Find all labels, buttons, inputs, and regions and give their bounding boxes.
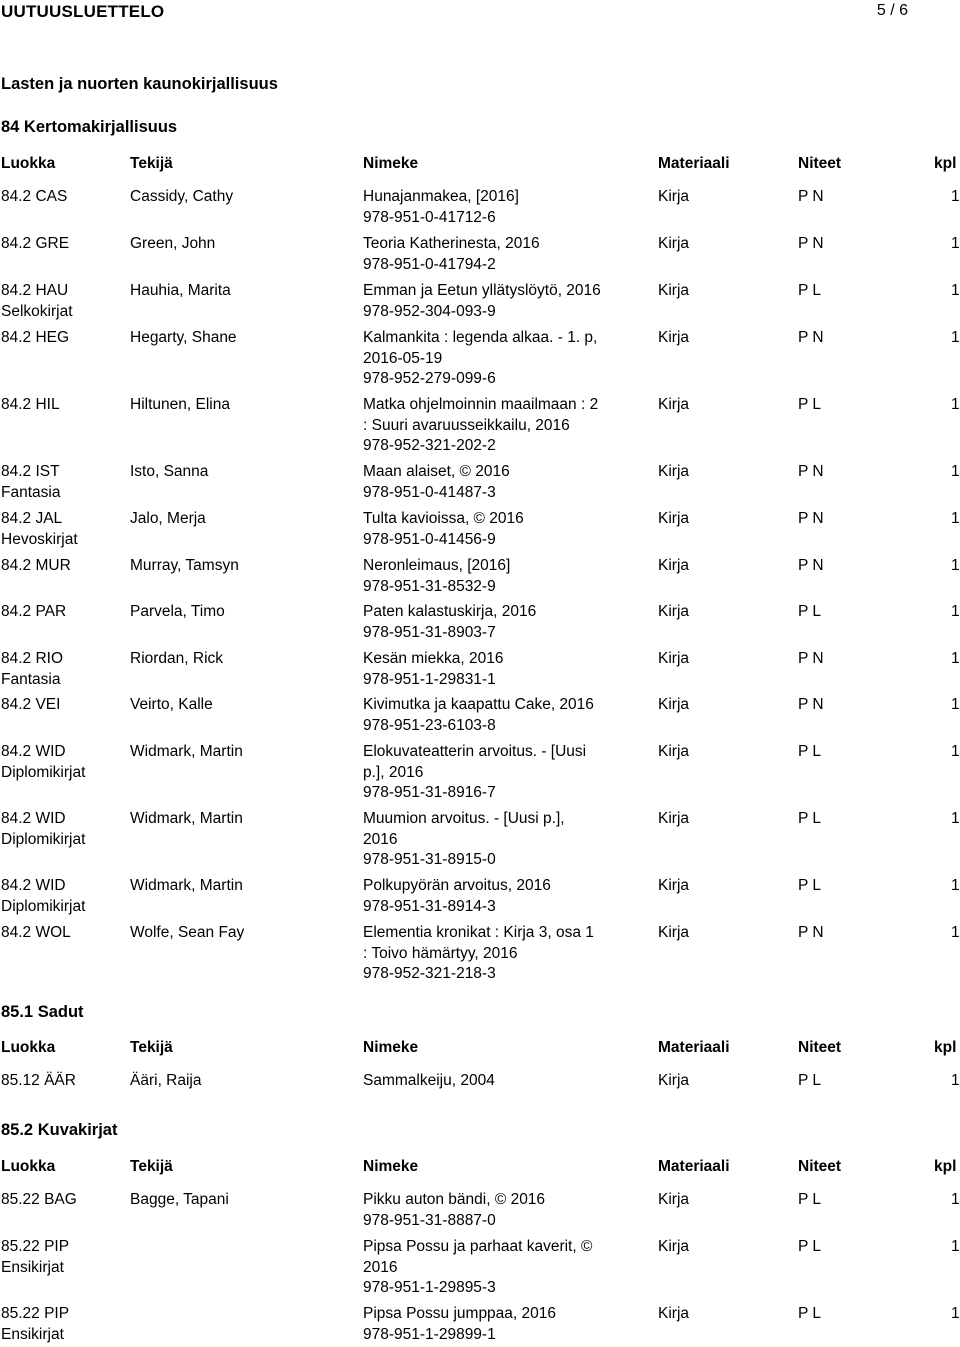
- title-line: Hunajanmakea, [2016]: [363, 188, 519, 205]
- isbn: 978-951-1-29895-3: [363, 1279, 496, 1296]
- class-code: 85.12 ÄÄR: [1, 1072, 76, 1089]
- material-type: Kirja: [658, 743, 690, 760]
- title-line: Neronleimaus, [2016]: [363, 557, 511, 574]
- isbn: 978-951-31-8914-3: [363, 897, 496, 915]
- class-code: 84.2 MUR: [1, 557, 71, 574]
- copies-location: P L: [798, 282, 821, 299]
- isbn: 978-951-1-29831-1: [363, 670, 496, 688]
- page-header: [0, 0, 960, 24]
- copies-location: P L: [798, 810, 821, 827]
- title-line: p.], 2016: [363, 763, 424, 781]
- copies-location: P L: [798, 877, 821, 894]
- copy-count: 1: [951, 557, 960, 574]
- genre-label: Hevoskirjat: [1, 530, 78, 548]
- copy-count: 1: [951, 188, 960, 205]
- title-line: Elokuvateatterin arvoitus. - [Uusi: [363, 743, 587, 760]
- copy-count: 1: [951, 743, 960, 760]
- title-line: Emman ja Eetun yllätyslöytö, 2016: [363, 282, 601, 299]
- isbn: 978-951-31-8915-0: [363, 851, 496, 868]
- copy-count: 1: [951, 696, 960, 713]
- isbn: 978-951-31-8532-9: [363, 577, 496, 595]
- copy-count: 1: [951, 1072, 960, 1089]
- material-type: Kirja: [658, 557, 690, 574]
- copies-location: P L: [798, 743, 821, 760]
- column-header-kpl: kpl: [934, 155, 957, 172]
- author: Green, John: [130, 235, 216, 252]
- material-type: Kirja: [658, 1238, 690, 1255]
- isbn: 978-951-1-29899-1: [363, 1325, 496, 1343]
- title-line: 2016: [363, 1258, 398, 1276]
- class-code: 84.2 WOL: [1, 924, 71, 941]
- author: Isto, Sanna: [130, 463, 209, 480]
- column-header-tekija: Tekijä: [130, 1039, 173, 1056]
- isbn: 978-951-0-41487-3: [363, 483, 496, 501]
- class-code: 84.2 HAU: [1, 282, 69, 299]
- genre-label: Ensikirjat: [1, 1325, 64, 1343]
- copy-count: 1: [951, 924, 960, 941]
- copy-count: 1: [951, 329, 960, 346]
- copies-location: P L: [798, 1238, 821, 1255]
- title-line: Maan alaiset, © 2016: [363, 463, 510, 480]
- material-type: Kirja: [658, 810, 690, 827]
- author: Hegarty, Shane: [130, 329, 237, 346]
- column-header-nimeke: Nimeke: [363, 155, 419, 172]
- copy-count: 1: [951, 810, 960, 827]
- class-code: 84.2 HEG: [1, 329, 70, 346]
- author: Hauhia, Marita: [130, 282, 231, 299]
- material-type: Kirja: [658, 924, 690, 941]
- title-line: : Suuri avaruusseikkailu, 2016: [363, 416, 570, 434]
- isbn: 978-951-23-6103-8: [363, 716, 496, 734]
- material-type: Kirja: [658, 329, 690, 346]
- material-type: Kirja: [658, 650, 690, 667]
- title-line: Polkupyörän arvoitus, 2016: [363, 877, 551, 894]
- copies-location: P N: [798, 463, 824, 480]
- material-type: Kirja: [658, 603, 690, 620]
- title-line: : Toivo hämärtyy, 2016: [363, 944, 518, 962]
- class-code: 84.2 VEI: [1, 696, 61, 713]
- section-title: 85.2 Kuvakirjat: [1, 1121, 118, 1139]
- title-line: Muumion arvoitus. - [Uusi p.],: [363, 810, 565, 827]
- genre-label: Diplomikirjat: [1, 897, 86, 915]
- copy-count: 1: [951, 510, 960, 527]
- page-number: 5 / 6: [876, 2, 908, 19]
- title-line: Pipsa Possu ja parhaat kaverit, ©: [363, 1238, 593, 1255]
- author: Widmark, Martin: [130, 810, 243, 827]
- material-type: Kirja: [658, 282, 690, 299]
- material-type: Kirja: [658, 396, 690, 413]
- section-title: 84 Kertomakirjallisuus: [1, 118, 178, 136]
- class-code: 84.2 WID: [1, 743, 66, 760]
- copy-count: 1: [951, 1238, 960, 1255]
- title-line: Pikku auton bändi, © 2016: [363, 1191, 546, 1208]
- section-title: 85.1 Sadut: [1, 1003, 84, 1021]
- genre-label: Fantasia: [1, 483, 61, 501]
- title-line: 2016-05-19: [363, 349, 443, 367]
- class-code: 84.2 JAL: [1, 510, 63, 527]
- class-code: 84.2 WID: [1, 877, 66, 894]
- material-type: Kirja: [658, 188, 690, 205]
- isbn: 978-951-31-8903-7: [363, 623, 496, 641]
- copies-location: P N: [798, 235, 824, 252]
- copies-location: P N: [798, 924, 824, 941]
- copies-location: P N: [798, 557, 824, 574]
- copies-location: P N: [798, 188, 824, 205]
- column-header-materiaali: Materiaali: [658, 1039, 730, 1056]
- isbn: 978-951-0-41456-9: [363, 530, 496, 548]
- class-code: 84.2 PAR: [1, 603, 67, 620]
- author: Bagge, Tapani: [130, 1191, 229, 1208]
- copy-count: 1: [951, 877, 960, 894]
- title-line: Matka ohjelmoinnin maailmaan : 2: [363, 396, 599, 413]
- genre-label: Fantasia: [1, 670, 61, 688]
- material-type: Kirja: [658, 1072, 690, 1089]
- class-code: 84.2 WID: [1, 810, 66, 827]
- title-line: Pipsa Possu jumppaa, 2016: [363, 1305, 557, 1322]
- copies-location: P L: [798, 603, 821, 620]
- isbn: 978-952-321-218-3: [363, 965, 496, 982]
- copies-location: P N: [798, 696, 824, 713]
- class-code: 84.2 GRE: [1, 235, 70, 252]
- copies-location: P L: [798, 1072, 821, 1089]
- copy-count: 1: [951, 463, 960, 480]
- copy-count: 1: [951, 235, 960, 252]
- author: Jalo, Merja: [130, 510, 206, 527]
- main-heading: Lasten ja nuorten kaunokirjallisuus: [1, 75, 278, 93]
- author: Cassidy, Cathy: [130, 188, 234, 205]
- material-type: Kirja: [658, 1191, 690, 1208]
- genre-label: Selkokirjat: [1, 302, 73, 320]
- copies-location: P N: [798, 510, 824, 527]
- class-code: 85.22 PIP: [1, 1305, 70, 1322]
- class-code: 84.2 CAS: [1, 188, 68, 205]
- document-title: UUTUUSLUETTELO: [1, 2, 165, 21]
- copy-count: 1: [951, 1305, 960, 1322]
- title-line: Paten kalastuskirja, 2016: [363, 603, 537, 620]
- author: Ääri, Raija: [130, 1072, 202, 1089]
- copies-location: P N: [798, 329, 824, 346]
- class-code: 85.22 PIP: [1, 1238, 70, 1255]
- column-header-nimeke: Nimeke: [363, 1158, 419, 1175]
- copies-location: P L: [798, 1191, 821, 1208]
- column-header-luokka: Luokka: [1, 155, 56, 172]
- column-header-luokka: Luokka: [1, 1158, 56, 1175]
- author: Murray, Tamsyn: [130, 557, 239, 574]
- isbn: 978-951-0-41794-2: [363, 255, 496, 273]
- column-header-tekija: Tekijä: [130, 1158, 173, 1175]
- copies-location: P L: [798, 396, 821, 413]
- class-code: 84.2 HIL: [1, 396, 60, 413]
- author: Riordan, Rick: [130, 650, 224, 667]
- title-line: Kalmankita : legenda alkaa. - 1. p,: [363, 329, 598, 346]
- author: Widmark, Martin: [130, 877, 243, 894]
- column-header-tekija: Tekijä: [130, 155, 173, 172]
- author: Wolfe, Sean Fay: [130, 924, 245, 941]
- copies-location: P L: [798, 1305, 821, 1322]
- genre-label: Diplomikirjat: [1, 830, 86, 848]
- genre-label: Ensikirjat: [1, 1258, 64, 1276]
- title-line: Kesän miekka, 2016: [363, 650, 504, 667]
- author: Widmark, Martin: [130, 743, 243, 760]
- author: Parvela, Timo: [130, 603, 225, 620]
- isbn: 978-951-0-41712-6: [363, 208, 496, 226]
- material-type: Kirja: [658, 696, 690, 713]
- copy-count: 1: [951, 282, 960, 299]
- column-header-nimeke: Nimeke: [363, 1039, 419, 1056]
- column-header-niteet: Niteet: [798, 155, 842, 172]
- isbn: 978-951-31-8887-0: [363, 1211, 496, 1229]
- material-type: Kirja: [658, 463, 690, 480]
- class-code: 84.2 RIO: [1, 650, 64, 667]
- author: Hiltunen, Elina: [130, 396, 230, 413]
- author: Veirto, Kalle: [130, 696, 213, 713]
- column-header-materiaali: Materiaali: [658, 1158, 730, 1175]
- isbn: 978-952-304-093-9: [363, 302, 496, 320]
- genre-label: Diplomikirjat: [1, 763, 86, 781]
- column-header-kpl: kpl: [934, 1039, 957, 1056]
- column-header-luokka: Luokka: [1, 1039, 56, 1056]
- column-header-niteet: Niteet: [798, 1039, 842, 1056]
- column-header-kpl: kpl: [934, 1158, 957, 1175]
- title-line: Sammalkeiju, 2004: [363, 1072, 495, 1089]
- title-line: 2016: [363, 830, 398, 848]
- material-type: Kirja: [658, 877, 690, 894]
- isbn: 978-952-321-202-2: [363, 437, 496, 454]
- class-code: 85.22 BAG: [1, 1191, 77, 1208]
- class-code: 84.2 IST: [1, 463, 60, 480]
- column-header-materiaali: Materiaali: [658, 155, 730, 172]
- column-header-niteet: Niteet: [798, 1158, 842, 1175]
- copies-location: P N: [798, 650, 824, 667]
- copy-count: 1: [951, 1191, 960, 1208]
- material-type: Kirja: [658, 1305, 690, 1322]
- copy-count: 1: [951, 396, 960, 413]
- isbn: 978-951-31-8916-7: [363, 784, 496, 801]
- title-line: Teoria Katherinesta, 2016: [363, 235, 540, 252]
- copy-count: 1: [951, 603, 960, 620]
- copy-count: 1: [951, 650, 960, 667]
- material-type: Kirja: [658, 510, 690, 527]
- isbn: 978-952-279-099-6: [363, 370, 496, 387]
- title-line: Kivimutka ja kaapattu Cake, 2016: [363, 696, 594, 713]
- title-line: Tulta kavioissa, © 2016: [363, 510, 524, 527]
- title-line: Elementia kronikat : Kirja 3, osa 1: [363, 924, 594, 941]
- material-type: Kirja: [658, 235, 690, 252]
